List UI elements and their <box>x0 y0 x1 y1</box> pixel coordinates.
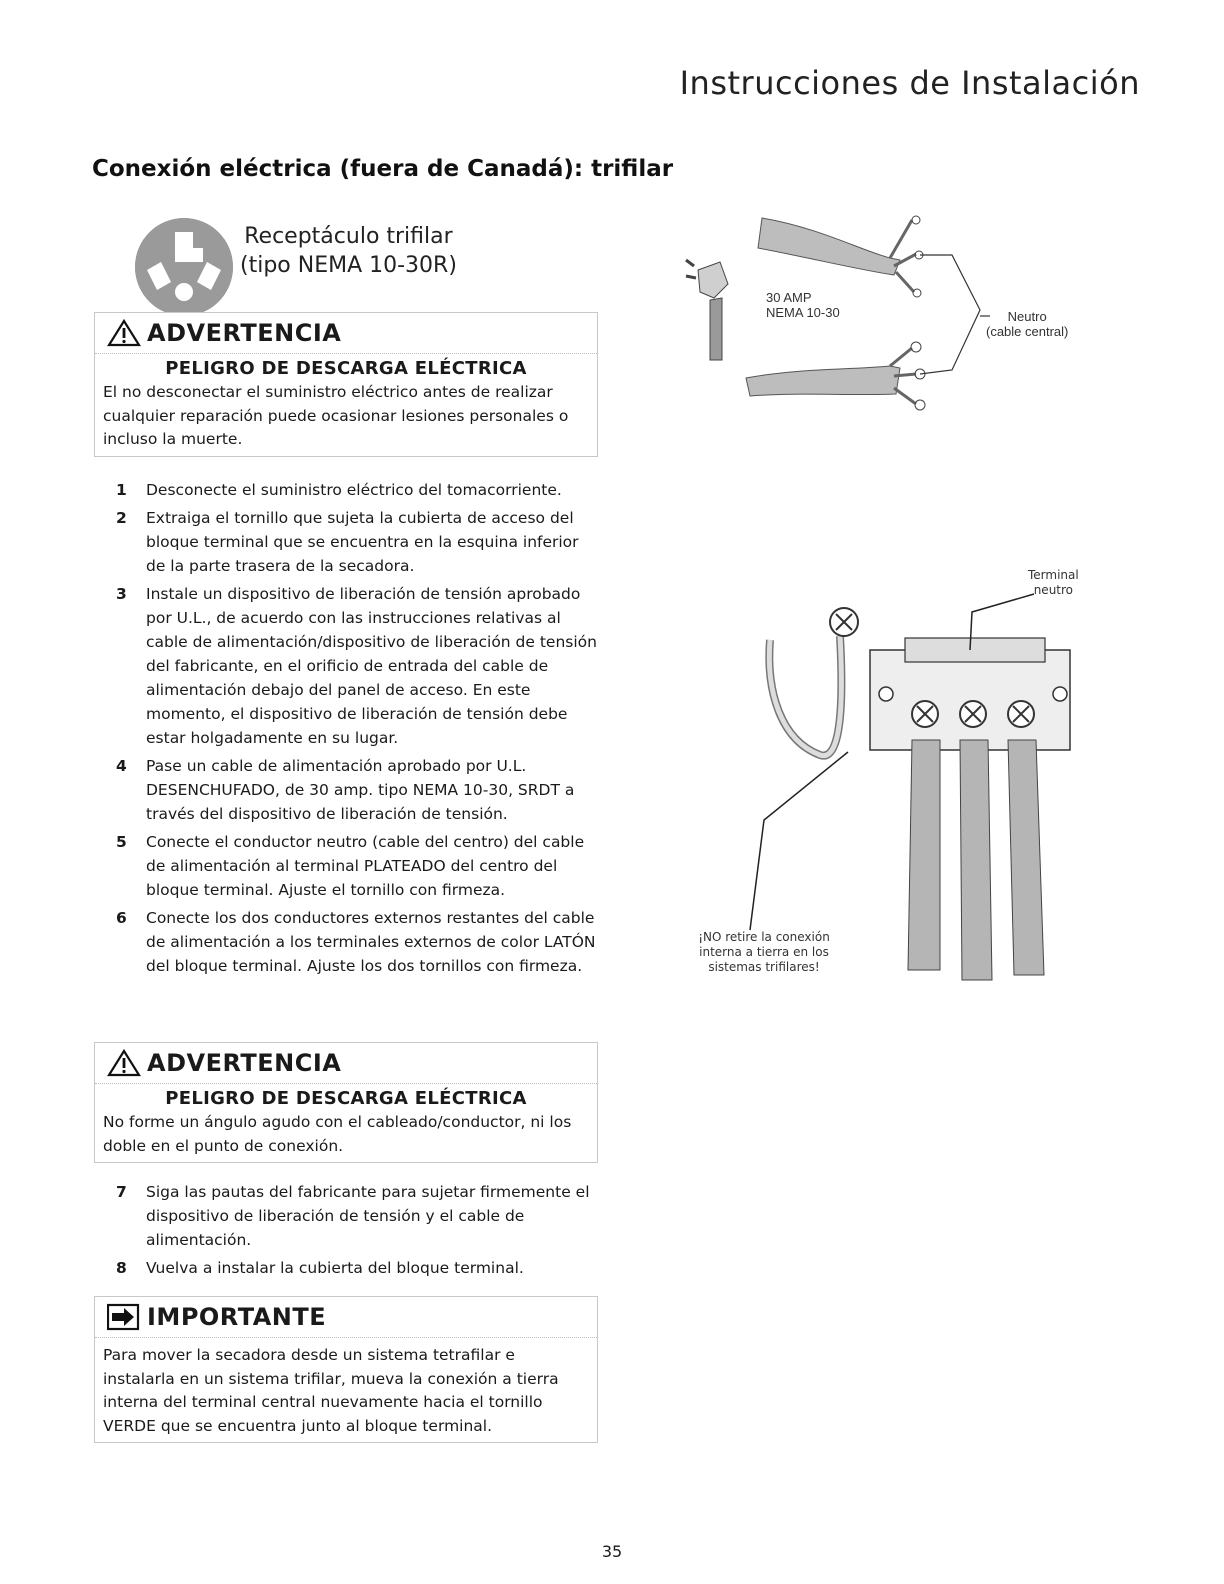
neutral-label <box>986 309 1068 339</box>
warning-title: ADVERTENCIA <box>147 319 342 347</box>
warning-body: El no desconectar el suministro eléctrico antes de realizar cualquier reparación puede ocasionar lesiones personales o incluso la muerte. <box>103 383 569 448</box>
step-text: Desconecte el suministro eléctrico del tomacorriente. <box>146 481 562 499</box>
terminal-block <box>870 638 1070 750</box>
ground-warning-note <box>666 930 862 975</box>
list-item <box>100 582 600 750</box>
cord-lower <box>746 342 925 410</box>
list-item <box>100 830 600 902</box>
page-header-title: Instrucciones de Instalación <box>679 64 1140 102</box>
warning-subtitle: PELIGRO DE DESCARGA ELÉCTRICA <box>165 358 527 379</box>
power-conductors <box>908 740 1044 980</box>
step-text: Extraiga el tornillo que sujeta la cubierta de acceso del bloque terminal que se encuentra en la esquina inferior de la parte trasera de la secadora. <box>146 509 579 575</box>
arrow-box-icon <box>107 1303 141 1331</box>
cord-upper <box>758 216 923 297</box>
important-box <box>94 1296 598 1443</box>
neutral-leader-line <box>920 255 980 374</box>
step-number: 7 <box>116 1183 127 1201</box>
neutral-label-line-1: Neutro <box>1007 309 1047 324</box>
neutral-label-line-2: (cable central) <box>986 324 1069 339</box>
terminal-label-line-2: neutro <box>1033 583 1074 597</box>
list-item <box>100 754 600 826</box>
terminal-label-line-1: Terminal <box>1028 568 1079 582</box>
important-body: Para mover la secadora desde un sistema tetrafilar e instalarla en un sistema trifilar, mueva la conexión a tierra interna del terminal central nuevamente hacia el tornillo VERDE que se encuentra junto al bloque terminal. <box>103 1346 559 1435</box>
receptacle-caption <box>240 222 457 280</box>
step-text: Conecte el conductor neutro (cable del centro) del cable de alimentación al terminal PLATEADO del centro del bloque terminal. Ajuste el tornillo con firmeza. <box>146 833 585 899</box>
plug-label <box>766 290 840 320</box>
step-text: Vuelva a instalar la cubierta del bloque terminal. <box>146 1259 524 1277</box>
step-text: Instale un dispositivo de liberación de tensión aprobado por U.L., de acuerdo con las instrucciones relativas al cable de alimentación/dispositivo de liberación de tensión del fabricante, en el orificio de entrada del cable de alimentación debajo del panel de acceso. En este momento, el dispositivo de liberación de tensión debe estar holgadamente en su lugar. <box>146 585 597 747</box>
step-text: Pase un cable de alimentación aprobado por U.L. DESENCHUFADO, de 30 amp. tipo NEMA 10-30, SRDT a través del dispositivo de liberación de tensión. <box>146 757 575 823</box>
list-item <box>100 906 600 978</box>
step-number: 2 <box>116 509 127 527</box>
note-line-3: sistemas trifilares! <box>708 960 820 974</box>
terminal-screw-center <box>960 701 986 727</box>
section-title: Conexión eléctrica (fuera de Canadá): trifilar <box>92 156 674 182</box>
list-item <box>100 478 600 502</box>
note-line-1: ¡NO retire la conexión <box>698 930 830 944</box>
warning-box-2 <box>94 1042 598 1163</box>
important-title: IMPORTANTE <box>147 1303 327 1331</box>
step-text: Siga las pautas del fabricante para sujetar firmemente el dispositivo de liberación de tensión y el cable de alimentación. <box>146 1183 590 1249</box>
list-item <box>100 1256 600 1280</box>
receptacle-line-1: Receptáculo trifilar <box>244 224 453 249</box>
warning-title: ADVERTENCIA <box>147 1049 342 1077</box>
step-number: 3 <box>116 585 127 603</box>
warning-box-1 <box>94 312 598 457</box>
plug-label-line-2: NEMA 10-30 <box>766 305 840 320</box>
list-item <box>100 1180 600 1252</box>
ground-wire <box>769 608 858 756</box>
note-line-2: interna a tierra en los <box>699 945 829 959</box>
warning-triangle-icon <box>107 1049 141 1077</box>
step-number: 6 <box>116 909 127 927</box>
step-number: 5 <box>116 833 127 851</box>
terminal-screw-right <box>1008 701 1034 727</box>
plug-icon <box>686 260 728 360</box>
step-text: Conecte los dos conductores externos restantes del cable de alimentación a los terminales externos de color LATÓN del bloque terminal. Ajuste los dos tornillos con firmeza. <box>146 909 596 975</box>
plug-label-line-1: 30 AMP <box>766 290 812 305</box>
receptacle-icon <box>135 218 233 316</box>
terminal-screw-left <box>912 701 938 727</box>
list-item <box>100 506 600 578</box>
terminal-neutral-label <box>1028 568 1079 598</box>
step-number: 4 <box>116 757 127 775</box>
page-number: 35 <box>601 1542 623 1561</box>
warning-triangle-icon <box>107 319 141 347</box>
steps-list-b <box>100 1180 600 1284</box>
warning-subtitle: PELIGRO DE DESCARGA ELÉCTRICA <box>165 1088 527 1109</box>
steps-list-a <box>100 478 600 982</box>
warning-body: No forme un ángulo agudo con el cableado/conductor, ni los doble en el punto de conexión. <box>103 1113 572 1155</box>
receptacle-line-2: (tipo NEMA 10-30R) <box>240 253 457 278</box>
step-number: 8 <box>116 1259 127 1277</box>
ground-note-leader <box>750 752 848 930</box>
step-number: 1 <box>116 481 127 499</box>
